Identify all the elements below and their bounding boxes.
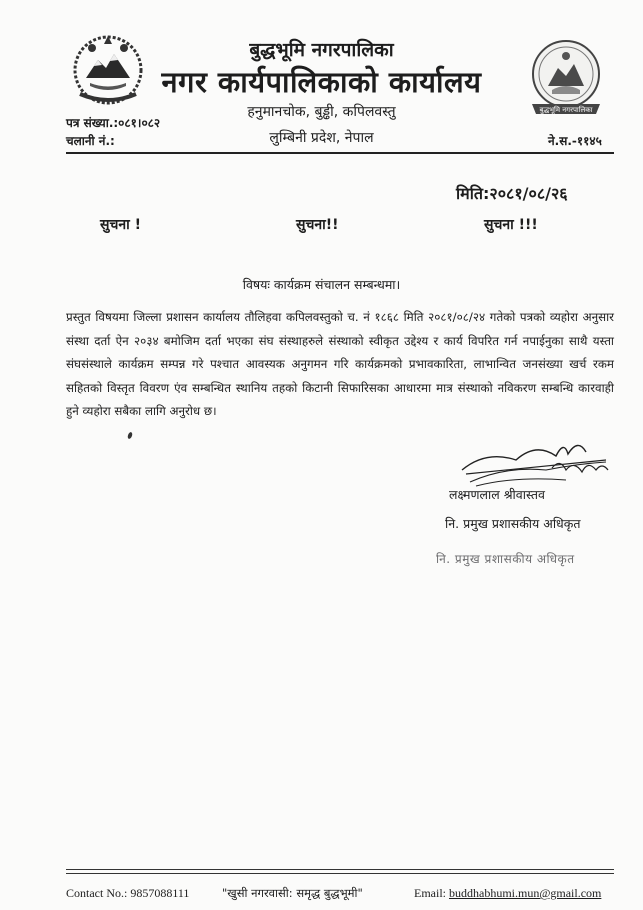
designation-stamp: नि. प्रमुख प्रशासकीय अधिकृत	[436, 552, 575, 566]
notice-heading-3: सुचना !!!	[484, 217, 538, 233]
municipality-name: बुद्धभूमि नगरपालिका	[249, 39, 394, 61]
office-province: लुम्बिनी प्रदेश, नेपाल	[269, 130, 374, 146]
notice-heading-1: सुचना !	[100, 217, 142, 233]
header-divider	[66, 152, 614, 154]
footer-contact: Contact No.: 9857088111	[66, 886, 190, 900]
footer-divider	[66, 869, 614, 874]
footer-slogan: "खुसी नगरवासी: समृद्ध बुद्धभूमी"	[222, 886, 363, 900]
registration-number: ने.स.-११४५	[548, 134, 602, 148]
signatory-name: लक्ष्मणलाल श्रीवास्तव	[449, 487, 545, 502]
office-title: नगर कार्यपालिकाको कार्यालय	[161, 65, 482, 99]
footer-email	[414, 886, 601, 901]
office-address: हनुमानचोक, बुड्ढी, कपिलवस्तु	[247, 104, 396, 120]
letter-number: पत्र संख्या.:०८१।०८२	[66, 116, 161, 130]
letter-body: प्रस्तुत विषयमा जिल्ला प्रशासन कार्यालय तौलिहवा कपिलवस्तुको च. नं १८६८ मिति २०८१/०८/२४ गतेको पत्रको व्यहोरा अनुसार संस्था दर्ता ऐन २०३४ बमोजिम दर्ता भएका संघ संस्थाहरुले संस्थाको स्वीकृत उद्देश्य र कार्य विपरित गर्न नपाईनुका साथै यस्ता संघसंस्थाले कार्यक्रम सम्पन्न गरे पश्चात आवस्यक अनुगमन गरि कार्यक्रमको प्रभावकारिता, लाभान्वित जनसंख्या खर्च रकम सहितको विस्तृत विवरण एंव सम्बन्धित स्थानिय तहको किटानी सिफारिसका आधारमा मात्र संस्थाको नविकरण सम्बन्धि कारवाही हुने व्यहोरा सबैका लागि अनुरोध छ।	[66, 310, 614, 418]
ink-mark	[127, 432, 133, 440]
letter-subject: विषयः कार्यक्रम संचालन सम्बन्धमा।	[242, 277, 401, 292]
signatory-designation: नि. प्रमुख प्रशासकीय अधिकृत	[445, 516, 581, 531]
logo-text: बुद्धभूमि नगरपालिका	[539, 106, 593, 114]
notice-heading-2: सुचना!!	[296, 217, 339, 233]
letter-date: मिति:२०८१/०८/२६	[456, 184, 568, 203]
footer-email-label: Email:	[414, 886, 449, 900]
dispatch-number: चलानी नं.:	[66, 134, 115, 148]
footer-email-link[interactable]: buddhabhumi.mun@gmail.com	[449, 886, 602, 900]
